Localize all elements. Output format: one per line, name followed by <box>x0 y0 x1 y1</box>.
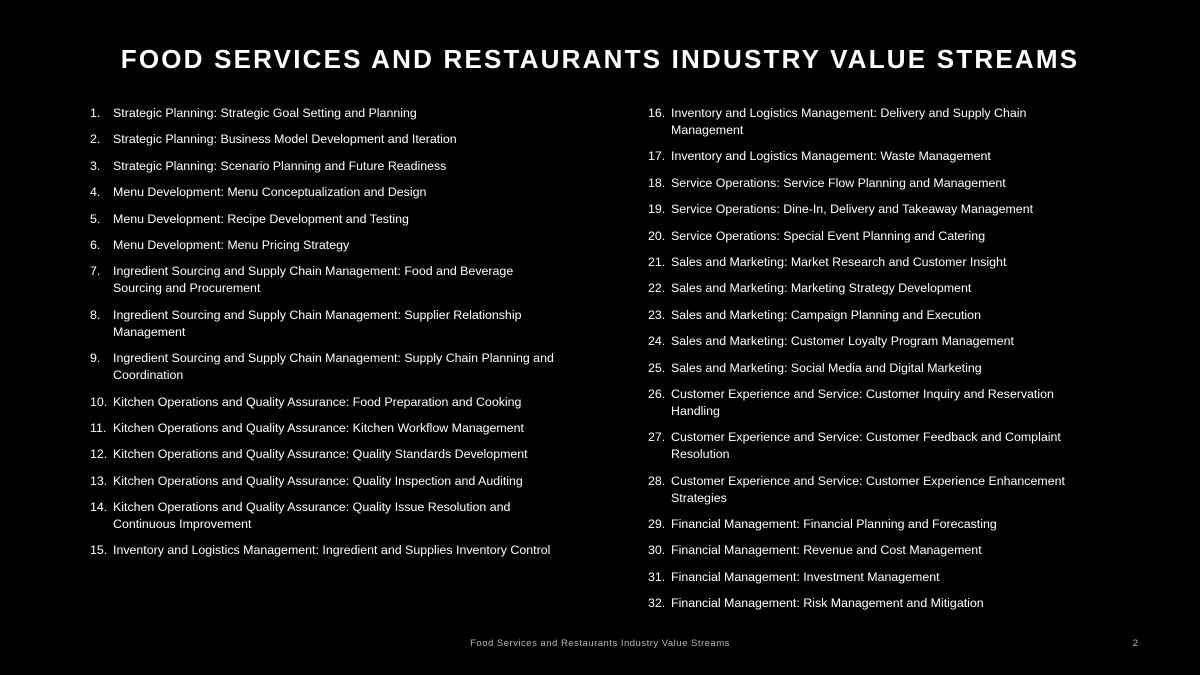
list-item-text: Ingredient Sourcing and Supply Chain Management: Supplier Relationship Management <box>113 307 522 339</box>
list-item <box>90 420 560 437</box>
list-item-text: Menu Development: Menu Pricing Strategy <box>113 237 350 252</box>
list-item-number: 19. <box>648 202 666 217</box>
list-item-number: 14. <box>90 500 108 515</box>
list-item <box>648 429 1098 463</box>
list-item-number: 29. <box>648 517 666 532</box>
list-item-number: 26. <box>648 386 666 401</box>
list-item-text: Service Operations: Service Flow Planning and Management <box>671 175 1006 190</box>
list-item-text: Sales and Marketing: Campaign Planning and Execution <box>671 307 981 322</box>
list-item-text: Inventory and Logistics Management: Delivery and Supply Chain Management <box>671 106 1027 137</box>
list-item-text: Sales and Marketing: Social Media and Digital Marketing <box>671 360 982 375</box>
list-item-text: Inventory and Logistics Management: Waste Management <box>671 149 991 164</box>
list-item-text: Strategic Planning: Scenario Planning and Future Readiness <box>113 158 447 173</box>
list-item <box>90 158 560 175</box>
list-item-number: 12. <box>90 447 108 462</box>
list-item <box>90 184 560 201</box>
list-item <box>648 175 1098 192</box>
list-item <box>648 360 1098 377</box>
list-item <box>648 201 1098 218</box>
list-item-number: 2. <box>90 132 101 147</box>
list-item-number: 4. <box>90 185 101 200</box>
list-item-text: Customer Experience and Service: Customer Inquiry and Reservation Handling <box>671 386 1054 418</box>
list-item-number: 10. <box>90 394 108 409</box>
list-item-number: 5. <box>90 211 101 226</box>
list-item-number: 24. <box>648 334 666 349</box>
list-item-number: 23. <box>648 307 666 322</box>
list-item-number: 13. <box>90 473 108 488</box>
list-item-text: Kitchen Operations and Quality Assurance: Food Preparation and Cooking <box>113 394 522 409</box>
list-item <box>648 595 1098 612</box>
list-item-number: 30. <box>648 543 666 558</box>
list-item-number: 20. <box>648 228 666 243</box>
list-item <box>648 542 1098 559</box>
list-item <box>90 237 560 254</box>
list-item-text: Customer Experience and Service: Customer Feedback and Complaint Resolution <box>671 430 1061 462</box>
list-item <box>648 386 1098 420</box>
list-item-text: Kitchen Operations and Quality Assurance: Quality Issue Resolution and Continuous Improvement <box>113 500 511 532</box>
list-item-number: 21. <box>648 254 666 269</box>
list-item-text: Sales and Marketing: Customer Loyalty Program Management <box>671 334 1014 349</box>
value-stream-list-left <box>90 105 560 569</box>
list-item <box>90 105 560 122</box>
list-item-text: Sales and Marketing: Marketing Strategy Development <box>671 281 972 296</box>
list-item <box>90 263 560 297</box>
list-item-text: Financial Management: Risk Management and Mitigation <box>671 596 984 611</box>
list-item <box>648 307 1098 324</box>
list-item <box>648 148 1098 165</box>
list-item-number: 9. <box>90 351 101 366</box>
list-item-text: Menu Development: Menu Conceptualization and Design <box>113 185 427 200</box>
list-item-text: Financial Management: Financial Planning and Forecasting <box>671 517 997 532</box>
footer-title: Food Services and Restaurants Industry Value Streams <box>470 638 730 649</box>
list-item-text: Financial Management: Investment Management <box>671 569 940 584</box>
list-item <box>90 350 560 384</box>
list-item-number: 8. <box>90 307 101 322</box>
list-item-text: Strategic Planning: Business Model Development and Iteration <box>113 132 457 147</box>
list-item <box>648 516 1098 533</box>
list-item <box>90 211 560 228</box>
list-item-text: Service Operations: Dine-In, Delivery and Takeaway Management <box>671 202 1034 217</box>
list-item-text: Menu Development: Recipe Development and Testing <box>113 211 409 226</box>
list-item <box>90 499 560 533</box>
list-item-text: Strategic Planning: Strategic Goal Setting and Planning <box>113 106 417 120</box>
list-item <box>90 542 560 559</box>
list-item-number: 3. <box>90 158 101 173</box>
list-item-text: Ingredient Sourcing and Supply Chain Management: Supply Chain Planning and Coordination <box>113 351 554 383</box>
list-item-number: 1. <box>90 106 101 120</box>
list-item <box>648 333 1098 350</box>
list-item <box>90 307 560 341</box>
list-item-number: 7. <box>90 264 101 279</box>
list-item-number: 18. <box>648 175 666 190</box>
list-item-text: Inventory and Logistics Management: Ingredient and Supplies Inventory Control <box>113 543 551 558</box>
list-item-text: Customer Experience and Service: Customer Experience Enhancement Strategies <box>671 473 1065 505</box>
list-item-number: 17. <box>648 149 666 164</box>
list-item-text: Sales and Marketing: Market Research and Customer Insight <box>671 254 1007 269</box>
list-item-text: Service Operations: Special Event Planning and Catering <box>671 228 986 243</box>
list-item-number: 27. <box>648 430 666 445</box>
list-item-number: 22. <box>648 281 666 296</box>
list-item-text: Kitchen Operations and Quality Assurance: Kitchen Workflow Management <box>113 420 524 435</box>
list-item <box>648 473 1098 507</box>
list-item <box>90 446 560 463</box>
list-item <box>648 254 1098 271</box>
list-item-number: 6. <box>90 237 101 252</box>
list-item <box>648 569 1098 586</box>
list-item <box>648 228 1098 245</box>
list-item-number: 32. <box>648 596 666 611</box>
value-stream-list-right <box>648 105 1098 622</box>
list-item-number: 16. <box>648 106 666 120</box>
page-number: 2 <box>1132 638 1138 649</box>
list-item-number: 15. <box>90 543 108 558</box>
list-item <box>648 105 1098 139</box>
list-item-number: 11. <box>90 420 107 435</box>
list-item-text: Ingredient Sourcing and Supply Chain Management: Food and Beverage Sourcing and Procurement <box>113 264 514 296</box>
list-item <box>648 280 1098 297</box>
list-item-text: Financial Management: Revenue and Cost Management <box>671 543 982 558</box>
list-item <box>90 473 560 490</box>
list-item-number: 28. <box>648 473 666 488</box>
list-item-text: Kitchen Operations and Quality Assurance: Quality Inspection and Auditing <box>113 473 523 488</box>
slide-title: FOOD SERVICES AND RESTAURANTS INDUSTRY VALUE STREAMS <box>120 44 1080 74</box>
list-item-text: Kitchen Operations and Quality Assurance: Quality Standards Development <box>113 447 528 462</box>
list-item-number: 31. <box>648 569 666 584</box>
list-item <box>90 394 560 411</box>
list-item <box>90 131 560 148</box>
list-item-number: 25. <box>648 360 666 375</box>
